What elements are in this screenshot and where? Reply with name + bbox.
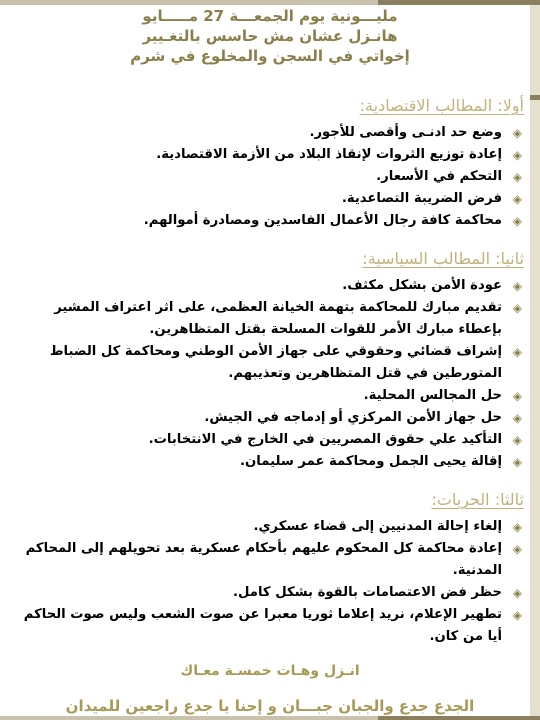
top-decorative-strip [0, 0, 540, 5]
diamond-bullet-icon: ◈ [512, 455, 522, 469]
footer-line-2: الجدع جدع والجبان جبـــان و إحنا يا جدع راجعين للميدان [65, 697, 475, 715]
list-item: ◈ إعادة محاكمة كل المحكوم عليهم بأحكام عسكرية بعد تحويلهم إلى المحاكم المدنية. [10, 538, 524, 582]
list-item: ◈ إشراف قضائي وحقوقي على جهاز الأمن الوطني ومحاكمة كل الضباط المتورطين في قتل المتظاهرين وتعذيبهم. [10, 341, 524, 385]
list-item: ◈ إقالة يحيى الجمل ومحاكمة عمر سليمان. [10, 451, 524, 473]
list-item: ◈ إعادة توزيع الثروات لإنقاذ البلاد من الأزمة الاقتصادية. [10, 144, 524, 166]
freedoms-section [10, 490, 524, 648]
diamond-bullet-icon: ◈ [512, 279, 522, 293]
list-item: ◈ إلغاء إحالة المدنيين إلى قضاء عسكري. [10, 516, 524, 538]
header-line-3: إخواتي في السجن والمخلوع في شرم [130, 47, 410, 65]
section-title: ثانيا: المطالب السياسية: [362, 249, 524, 268]
list-item: ◈ وضع حد ادنـى وأقصى للأجور. [10, 122, 524, 144]
diamond-bullet-icon: ◈ [512, 520, 522, 534]
list-item: ◈ حل جهاز الأمن المركزي أو إدماجه في الجيش. [10, 407, 524, 429]
bottom-decorative-strip [0, 716, 540, 720]
diamond-bullet-icon: ◈ [512, 608, 522, 622]
diamond-bullet-icon: ◈ [512, 433, 522, 447]
demands-list [10, 516, 524, 648]
list-item: ◈ محاكمة كافة رجال الأعمال الفاسدين ومصادرة أموالهم. [10, 210, 524, 232]
demands-list [10, 122, 524, 232]
section-title: ثالثا: الحريات: [431, 490, 524, 509]
list-item: ◈ التأكيد علي حقوق المصريين في الخارج في الانتخابات. [10, 429, 524, 451]
diamond-bullet-icon: ◈ [512, 411, 522, 425]
diamond-bullet-icon: ◈ [512, 214, 522, 228]
list-item: ◈ عودة الأمن بشكل مكثف. [10, 275, 524, 297]
side-band [530, 100, 540, 716]
list-item: ◈ تطهير الإعلام، نريد إعلاما ثوريا معبرا عن صوت الشعب وليس صوت الحاكم أيا من كان. [10, 604, 524, 648]
list-item: ◈ حظر فض الاعتصامات بالقوة بشكل كامل. [10, 582, 524, 604]
list-item: ◈ فرض الضريبة التصاعدية. [10, 188, 524, 210]
diamond-bullet-icon: ◈ [512, 148, 522, 162]
diamond-bullet-icon: ◈ [512, 542, 522, 556]
diamond-bullet-icon: ◈ [512, 586, 522, 600]
header-line-1: مليـــونية يوم الجمعـــة 27 مـــــايو [142, 7, 398, 25]
diamond-bullet-icon: ◈ [512, 301, 522, 315]
flyer-footer [10, 660, 530, 718]
diamond-bullet-icon: ◈ [512, 126, 522, 140]
list-item: ◈ تقديم مبارك للمحاكمة بتهمة الخيانة العظمى، على اثر اعتراف المشير بإعطاء مبارك الأمر للقوات المسلحة بقتل المتظاهرين. [10, 297, 524, 341]
diamond-bullet-icon: ◈ [512, 170, 522, 184]
diamond-bullet-icon: ◈ [512, 389, 522, 403]
list-item: ◈ حل المجالس المحلية. [10, 385, 524, 407]
diamond-bullet-icon: ◈ [512, 192, 522, 206]
list-item: ◈ التحكم في الأسعار. [10, 166, 524, 188]
political-demands-section [10, 249, 524, 473]
header-line-2: هانـزل عشان مش حاسس بالتغـيير [142, 27, 398, 45]
side-band [530, 5, 540, 95]
economic-demands-section [10, 96, 524, 232]
demands-list [10, 275, 524, 473]
section-title: أولا: المطالب الاقتصادية: [359, 96, 524, 115]
flyer-header [100, 6, 440, 66]
diamond-bullet-icon: ◈ [512, 345, 522, 359]
footer-line-1: انـزل وهـات خمسـة معـاك [180, 663, 360, 679]
